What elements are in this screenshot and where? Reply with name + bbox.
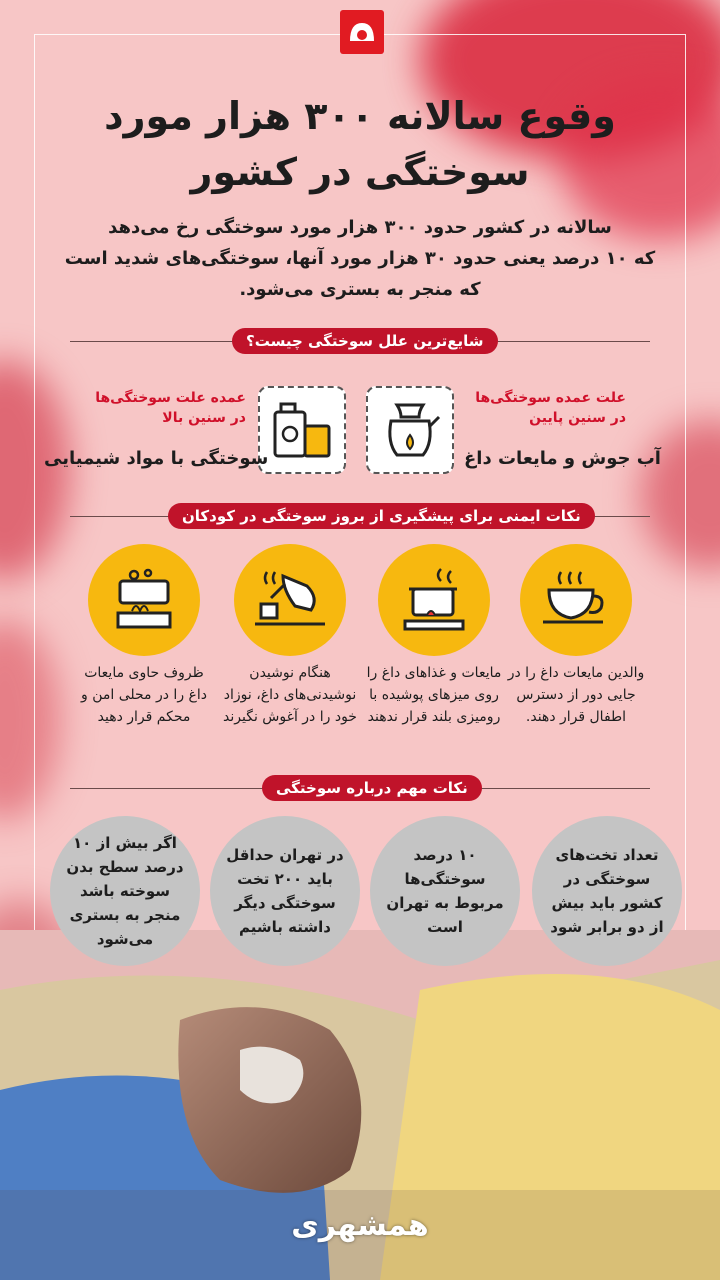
footer-brand-logo: همشهری xyxy=(291,1208,429,1243)
tip-icon-circle xyxy=(520,544,632,656)
tip-icon-circle xyxy=(378,544,490,656)
young-cause-label xyxy=(470,388,626,428)
hot-cup-icon xyxy=(541,570,611,630)
tip-icon-circle xyxy=(234,544,346,656)
fact-circle: ۱۰ درصد سوختگی‌ها مربوط به تهران است xyxy=(370,816,520,966)
young-label-2: در سنین پایین xyxy=(529,410,626,426)
old-cause-text: سوختگی با مواد شیمیایی xyxy=(44,448,269,469)
title-line-2: سوختگی در کشور xyxy=(190,150,530,194)
boiling-kettle-icon xyxy=(379,397,441,463)
intro-paragraph xyxy=(60,212,660,305)
tip-text: مایعات و غذاهای داغ را روی میزهای پوشیده با رومیزی بلند قرار ندهند xyxy=(366,665,502,725)
facts-heading: نکات مهم درباره سوختگی xyxy=(262,775,482,801)
kettle-icon-box xyxy=(366,386,454,474)
safety-heading: نکات ایمنی برای پیشگیری از بروز سوختگی در کودکان xyxy=(168,503,595,529)
fact-circle: اگر بیش از ۱۰ درصد سطح بدن سوخته باشد منجر به بستری می‌شود xyxy=(50,816,200,966)
young-cause-text: آب جوش و مایعات داغ xyxy=(464,448,661,469)
chemical-icon-box xyxy=(258,386,346,474)
causes-heading: شایع‌ترین علل سوختگی چیست؟ xyxy=(232,328,498,354)
intro-line-2: که ۱۰ درصد یعنی حدود ۳۰ هزار مورد آنها، سوختگی‌های شدید است xyxy=(64,248,656,269)
fact-circle: تعداد تخت‌های سوختگی در کشور باید بیش از دو برابر شود xyxy=(532,816,682,966)
hamshahri-logo-icon xyxy=(340,10,384,54)
old-cause-label xyxy=(86,388,246,428)
cooking-pot-icon xyxy=(399,567,469,633)
intro-line-1: سالانه در کشور حدود ۳۰۰ هزار مورد سوختگی رخ می‌دهد xyxy=(108,217,612,238)
tip-icon-circle xyxy=(88,544,200,656)
tip-text: ظروف حاوی مایعات داغ را در محلی امن و محکم قرار دهید xyxy=(80,665,208,725)
intro-line-3: که منجر به بستری می‌شود. xyxy=(239,279,481,300)
title-line-1: وقوع سالانه ۳۰۰ هزار مورد xyxy=(104,94,616,138)
old-label-1: عمده علت سوختگی‌ها xyxy=(95,390,246,406)
tip-text: والدین مایعات داغ را در جایی دور از دسترس اطفال قرار دهند. xyxy=(507,665,645,725)
young-label-1: علت عمده سوختگی‌ها xyxy=(475,390,626,406)
fact-circle: در تهران حداقل باید ۲۰۰ تخت سوختگی دیگر داشته باشیم xyxy=(210,816,360,966)
old-label-2: در سنین بالا xyxy=(162,410,246,426)
boiling-pot-stove-icon xyxy=(108,567,180,633)
teapot-pouring-icon xyxy=(253,568,327,632)
chemical-containers-icon xyxy=(269,398,335,462)
tip-text: هنگام نوشیدن نوشیدنی‌های داغ، نوزاد خود را در آغوش نگیرند xyxy=(223,665,357,725)
